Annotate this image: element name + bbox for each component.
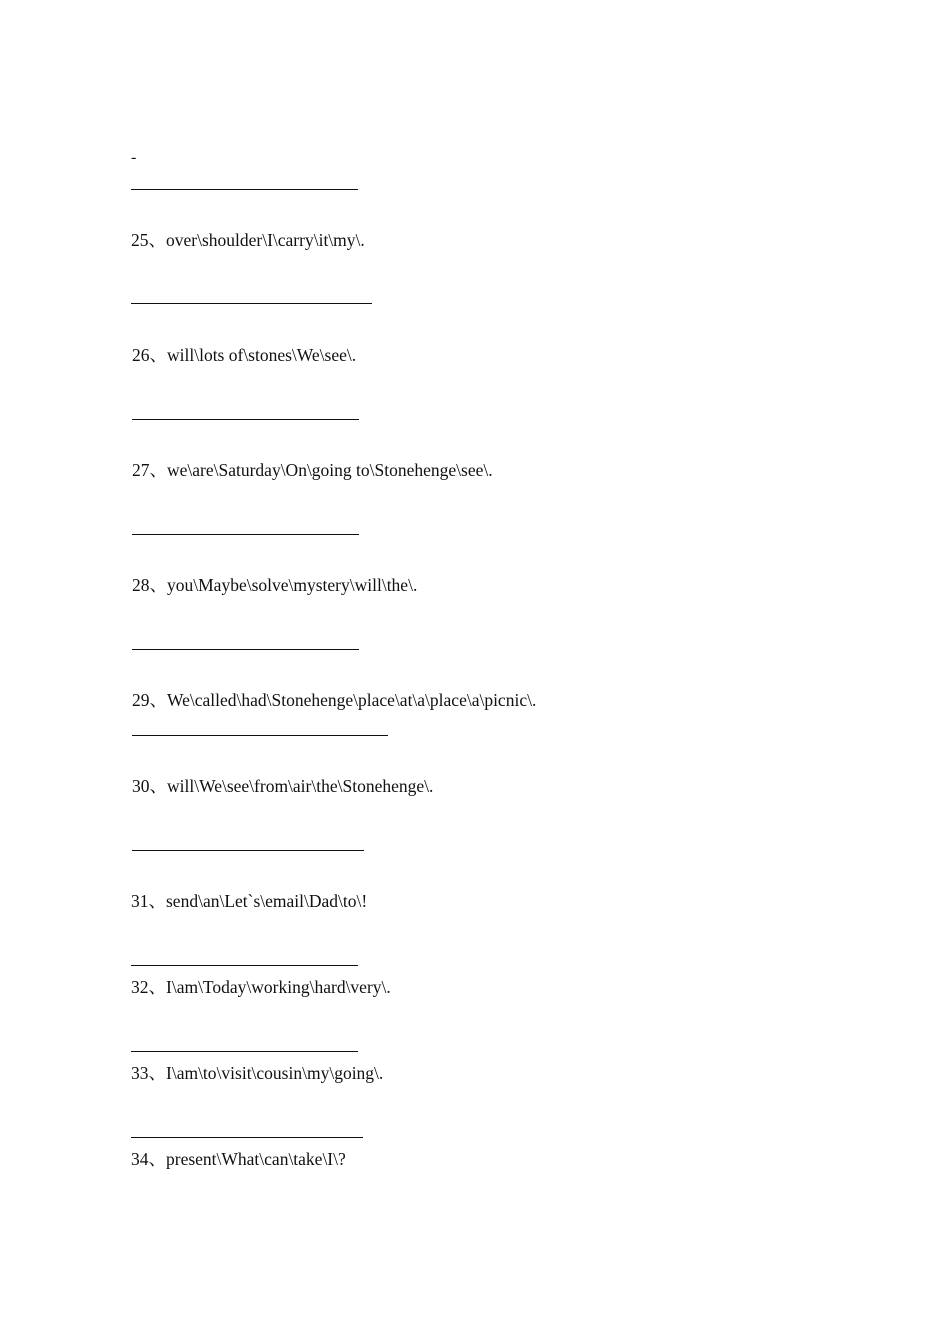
- question-text: we\are\Saturday\On\going to\Stonehenge\see\.: [167, 460, 493, 480]
- question-number: 32: [131, 977, 149, 997]
- question-separator: 、: [149, 776, 167, 796]
- question-32: [131, 977, 391, 997]
- question-number: 34: [131, 1149, 149, 1169]
- question-separator: 、: [149, 690, 167, 710]
- question-number: 28: [132, 575, 150, 595]
- question-separator: 、: [148, 1149, 166, 1169]
- answer-line-33: [131, 1137, 363, 1138]
- answer-line-27: [132, 534, 359, 535]
- question-27: [132, 460, 493, 480]
- answer-line-24: [131, 189, 358, 190]
- question-number: 26: [132, 345, 150, 365]
- question-text: will\We\see\from\air\the\Stonehenge\.: [167, 776, 434, 796]
- question-number: 31: [131, 891, 149, 911]
- question-number: 27: [132, 460, 150, 480]
- question-number: 33: [131, 1063, 149, 1083]
- question-31: [131, 891, 367, 911]
- answer-line-26: [132, 419, 359, 420]
- question-28: [132, 575, 417, 595]
- question-26: [132, 345, 356, 365]
- question-text: you\Maybe\solve\mystery\will\the\.: [167, 575, 418, 595]
- question-33: [131, 1063, 383, 1083]
- question-text: I\am\to\visit\cousin\my\going\.: [166, 1063, 384, 1083]
- question-number: 29: [132, 690, 150, 710]
- question-separator: 、: [149, 460, 167, 480]
- question-34: [131, 1149, 346, 1169]
- answer-line-31: [131, 965, 358, 966]
- question-30: [132, 776, 433, 796]
- answer-line-30: [132, 850, 364, 851]
- question-separator: 、: [149, 575, 167, 595]
- question-separator: 、: [149, 345, 167, 365]
- question-text: over\shoulder\I\carry\it\my\.: [166, 230, 365, 250]
- question-text: will\lots of\stones\We\see\.: [167, 345, 357, 365]
- question-text: present\What\can\take\I\?: [166, 1149, 346, 1169]
- question-number: 30: [132, 776, 150, 796]
- question-text: I\am\Today\working\hard\very\.: [166, 977, 391, 997]
- question-text: We\called\had\Stonehenge\place\at\a\place\a\picnic\.: [167, 690, 537, 710]
- question-number: 25: [131, 230, 149, 250]
- question-separator: 、: [148, 891, 166, 911]
- question-text: send\an\Let`s\email\Dad\to\!: [166, 891, 368, 911]
- question-25: [131, 230, 365, 250]
- question-separator: 、: [148, 230, 166, 250]
- answer-line-29: [132, 735, 388, 736]
- answer-line-25: [131, 303, 372, 304]
- question-29: [132, 690, 536, 710]
- answer-line-28: [132, 649, 359, 650]
- answer-line-32: [131, 1051, 358, 1052]
- question-separator: 、: [148, 977, 166, 997]
- question-separator: 、: [148, 1063, 166, 1083]
- page-top-mark: -: [131, 149, 137, 166]
